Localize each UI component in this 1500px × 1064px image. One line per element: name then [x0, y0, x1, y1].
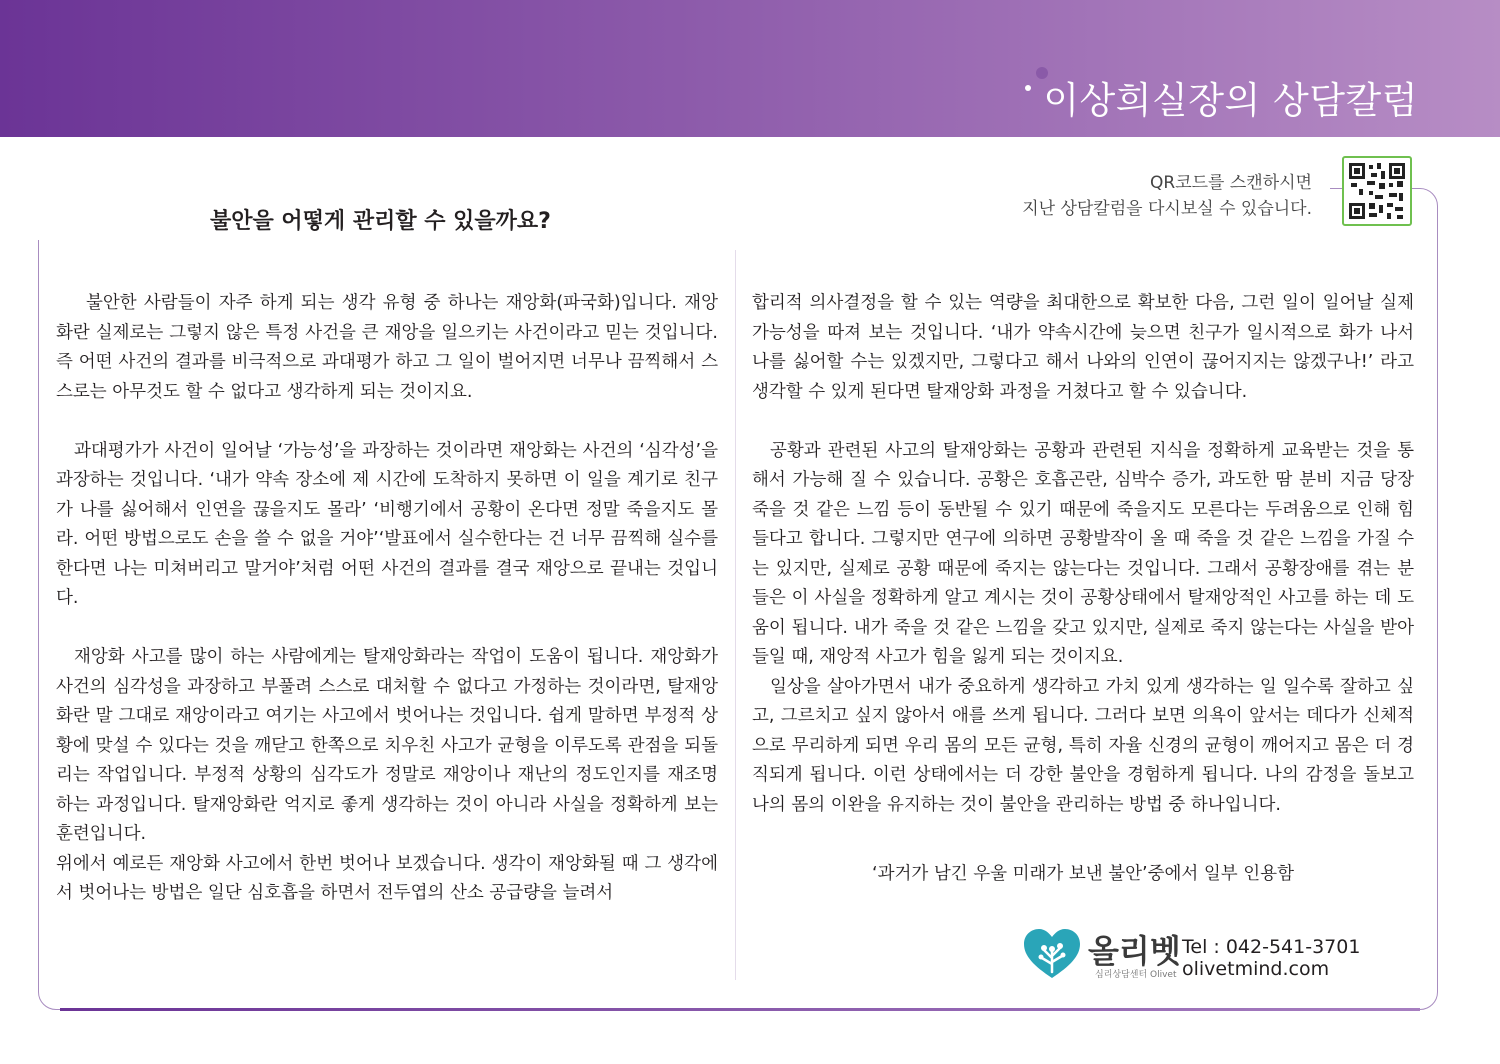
frame-bottom-line: [60, 1008, 1420, 1011]
paragraph: 위에서 예로든 재앙화 사고에서 한번 벗어나 보겠습니다. 생각이 재앙화될 때 그 생각에서 벗어나는 방법은 일단 심호흡을 하면서 전두엽의 산소 공급량을 늘려서: [56, 853, 718, 903]
source-citation: ‘과거가 남긴 우울 미래가 보낸 불안’중에서 일부 인용함: [872, 864, 1294, 884]
qr-code[interactable]: [1342, 156, 1412, 226]
paragraph: 일상을 살아가면서 내가 중요하게 생각하고 가치 있게 생각하는 일 일수록 잘하고 싶고, 그르치고 싶지 않아서 애를 쓰게 됩니다. 그러다 보면 의욕이 앞서는 데다가 신체적으로 무리하게 되면 우리 몸의 모든 균형, 특히 자율 신경의 균형이 깨어지고 몸은 더 경직되게 됩니다. 이런 상태에서는 더 강한 불안을 경험하게 됩니다. 나의 감정을 돌보고 나의 몸의 이완을 유지하는 것이 불안을 관리하는 방법 중 하나입니다.: [752, 676, 1414, 815]
column-divider: [735, 250, 736, 980]
qr-caption-line1: QR코드를 스캔하시면: [1150, 173, 1312, 193]
paragraph: 재앙화 사고를 많이 하는 사람에게는 탈재앙화라는 작업이 도움이 됩니다. 재앙화가 사건의 심각성을 과장하고 부풀려 스스로 대처할 수 없다고 가정하는 것이라면, 탈재앙화란 말 그대로 재앙이라고 여기는 사고에서 벗어나는 것입니다. 쉽게 말하면 부정적 상황에 맞설 수 있다는 것을 깨닫고 한쪽으로 치우친 사고가 균형을 이루도록 관점을 되돌리는 작업입니다. 부정적 상황의 심각도가 정말로 재앙이나 재난의 정도인지를 재조명하는 과정입니다. 탈재앙화란 억지로 좋게 생각하는 것이 아니라 사실을 정확하게 보는 훈련입니다.: [56, 647, 718, 844]
paragraph: 공황과 관련된 사고의 탈재앙화는 공황과 관련된 지식을 정확하게 교육받는 것을 통해서 가능해 질 수 있습니다. 공황은 호흡곤란, 심박수 증가, 과도한 땀 분비 지금 당장 죽을 것 같은 느낌 등이 동반될 수 있기 때문에 죽을지도 모른다는 두려움으로 인해 힘들다고 합니다. 그렇지만 연구에 의하면 공황발작이 올 때 죽을 것 같은 느낌을 가질 수는 있지만, 실제로 공황 때문에 죽지는 않는다는 것입니다. 그래서 공황장애를 겪는 분들은 이 사실을 정확하게 알고 계시는 것이 공황상태에서 탈재앙적인 사고를 하는 데 도움이 됩니다. 내가 죽을 것 같은 느낌을 갖고 있지만, 실제로 죽지 않는다는 사실을 받아들일 때, 재앙적 사고가 힘을 잃게 되는 것이지요.: [752, 440, 1414, 667]
paragraph: 불안한 사람들이 자주 하게 되는 생각 유형 중 하나는 재앙화(파국화)입니다. 재앙화란 실제로는 그렇지 않은 특정 사건을 큰 재앙을 일으키는 사건이라고 믿는 것입니다. 즉 어떤 사건의 결과를 비극적으로 과대평가 하고 그 일이 벌어지면 너무나 끔찍해서 스스로는 아무것도 할 수 없다고 생각하게 되는 것이지요.: [56, 293, 718, 402]
qr-code-icon: [1349, 163, 1405, 219]
left-text-column: [56, 289, 718, 909]
header-banner: [0, 0, 1500, 137]
column-series-title: 이상희실장의 상담칼럼: [1043, 79, 1418, 122]
paragraph: 합리적 의사결정을 할 수 있는 역량을 최대한으로 확보한 다음, 그런 일이 일어날 실제 가능성을 따져 보는 것입니다. ‘내가 약속시간에 늦으면 친구가 일시적으로 화가 나서 나를 싫어할 수는 있겠지만, 그렇다고 해서 나와의 인연이 끊어지지는 않겠구나!’ 라고 생각할 수 있게 된다면 탈재앙화 과정을 거쳤다고 할 수 있습니다.: [752, 293, 1414, 402]
paragraph: 과대평가가 사건이 일어날 ‘가능성’을 과장하는 것이라면 재앙화는 사건의 ‘심각성’을 과장하는 것입니다. ‘내가 약속 장소에 제 시간에 도착하지 못하면 이 일을 계기로 친구가 나를 싫어해서 인연을 끊을지도 몰라’ ‘비행기에서 공황이 온다면 정말 죽을지도 몰라. 어떤 방법으로도 손을 쓸 수 없을 거야’‘발표에서 실수한다는 건 너무 끔찍해 실수를 한다면 나는 미쳐버리고 말거야’처럼 어떤 사건의 결과를 결국 재앙으로 끝내는 것입니다.: [56, 440, 718, 608]
qr-caption: [1022, 170, 1312, 222]
contact-info: [1182, 936, 1360, 980]
brand-subtitle: 심리상담센터 Olivet: [1095, 970, 1177, 980]
article-title: 불안을 어떻게 관리할 수 있을까요?: [210, 209, 551, 234]
phone-number[interactable]: Tel : 042-541-3701: [1182, 936, 1361, 958]
right-text-column: [752, 289, 1414, 820]
qr-caption-line2: 지난 상담칼럼을 다시보실 수 있습니다.: [1022, 199, 1312, 219]
olivet-heart-tree-logo-icon: [1022, 928, 1082, 980]
website-link[interactable]: olivetmind.com: [1182, 958, 1330, 980]
brand-name: 올리벳: [1088, 932, 1181, 970]
